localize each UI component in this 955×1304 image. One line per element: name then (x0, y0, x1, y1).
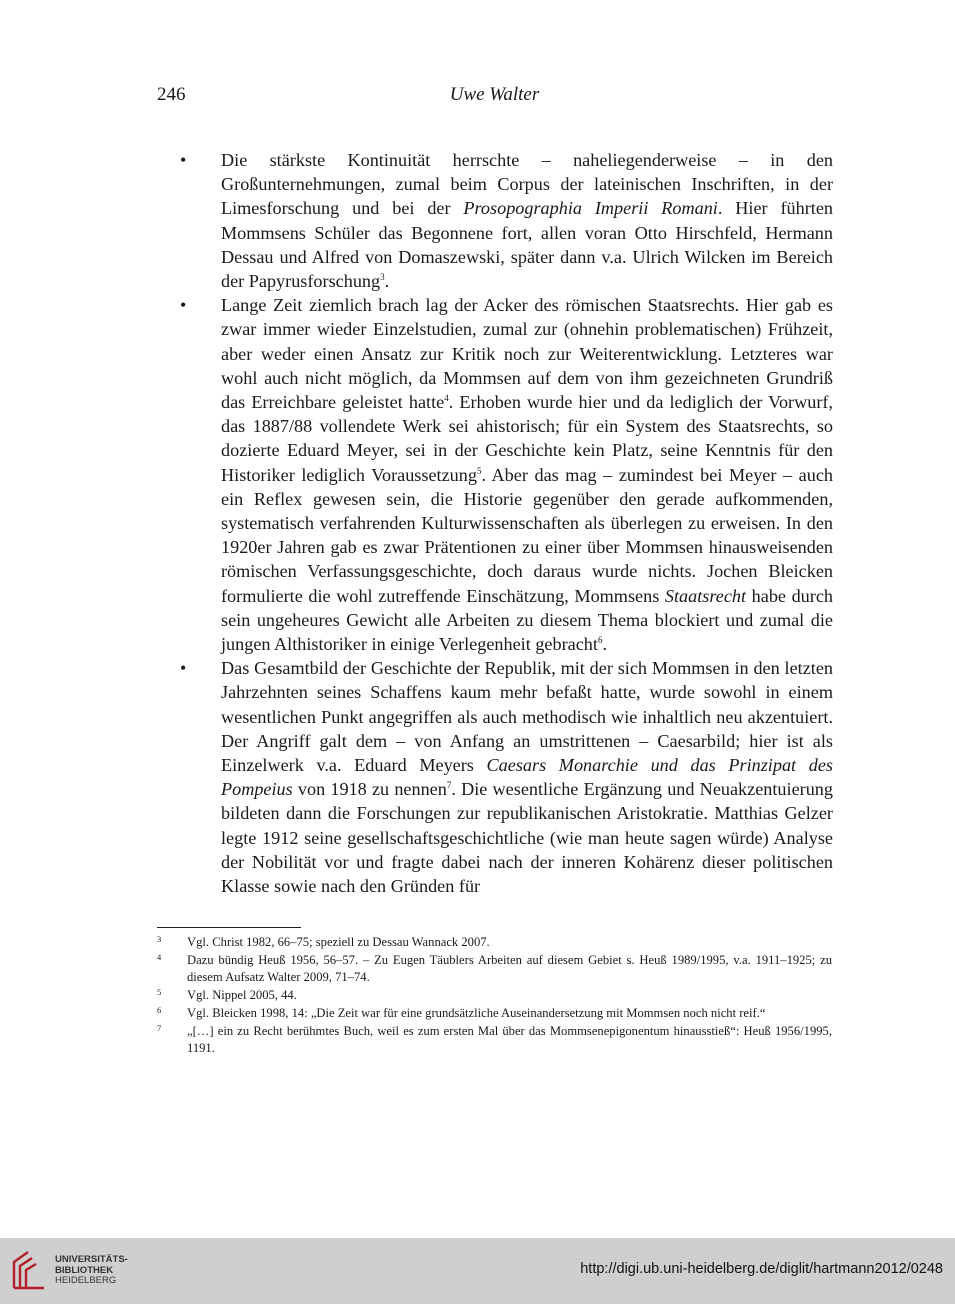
footnote-text: Vgl. Nippel 2005, 44. (187, 988, 297, 1002)
viewer-footer-bar (0, 1238, 955, 1304)
footnote (157, 934, 832, 951)
footnote (157, 1005, 832, 1022)
text-run: habe durch sein ungeheures Gewicht alle Arbeiten zu diesem Thema blockiert und zumal die jungen Althistoriker in einige Verlegenheit gebracht (221, 585, 833, 655)
text-run: . (384, 271, 390, 292)
footnote (157, 952, 832, 986)
footnote-ref: 4 (444, 392, 449, 403)
permalink-url[interactable]: http://digi.ub.uni-heidelberg.de/diglit/hartmann2012/0248 (580, 1261, 943, 1277)
library-name-line: UNIVERSITÄTS- (55, 1254, 128, 1265)
library-name-line: BIBLIOTHEK (55, 1264, 114, 1276)
running-head: Uwe Walter (449, 84, 540, 105)
text-run: Die stärkste Kontinuität herrschte – naheliegenderweise – in den Großunternehmungen, zumal beim Corpus der lateinischen Inschriften, in der Limesforschung und bei der (221, 150, 833, 219)
footnote (157, 1023, 832, 1057)
text-run: . Erhoben wurde hier und da lediglich der Vorwurf, das 1887/88 vollendete Werk sei ahistorisch; für ein System des Staatsrechts, so dozierte Eduard Meyer, sei in der Geschichte kein Platz, seine Kenntnis für den Historiker lediglich Voraussetzung (221, 392, 833, 485)
footnote-ref: 5 (476, 465, 482, 476)
footnote-text: Dazu bündig Heuß 1956, 56–57. – Zu Eugen Täublers Arbeiten auf diesem Gebiet s. Heuß 1989/1995, v.a. 1911–1925; zu diesem Aufsatz Walter 2009, 71–74. (187, 953, 832, 984)
text-run: Lange Zeit ziemlich brach lag der Acker des römischen Staatsrechts. Hier gab es zwar immer wieder Einzelstudien, zumal zur (ohnehin problematischen) Frühzeit, aber weder einen Ansatz zur Kritik noch zur Weiterentwicklung. Letzteres war wohl auch nicht möglich, da Mommsen auf dem von ihm gezeichneten Grundriß das Erreichbare geleistet hatte (221, 295, 833, 413)
footnote-number: 3 (157, 934, 162, 944)
footnote-number: 4 (157, 952, 162, 962)
bullet-item (180, 293, 833, 656)
text-run: . (602, 634, 607, 655)
main-text (180, 148, 833, 898)
footnote-number: 5 (157, 987, 162, 997)
bullet-glyph: • (180, 295, 187, 316)
italic-title: Prosopographia Imperii Romani (463, 198, 718, 219)
footnote-text: Vgl. Christ 1982, 66–75; speziell zu Dessau Wannack 2007. (187, 935, 490, 949)
text-run: . Die wesentliche Ergänzung und Neuakzentuierung bildeten dann die Forschungen zur republikanischen Aristokratie. Matthias Gelzer legte 1912 seine gesellschaftsgeschichtliche (wie man heute sagen würde) Analyse der Nobilität vor und fragte dabei nach der inneren Kohärenz dieser politischen Klasse sowie nach den Gründen für (221, 779, 833, 897)
page-header (157, 84, 832, 112)
bullet-glyph: • (180, 150, 187, 170)
bullet-paragraph (221, 293, 833, 656)
footnote-ref: 6 (597, 635, 603, 645)
library-name[interactable] (55, 1255, 128, 1287)
bullet-item (180, 656, 833, 898)
footnote-text: Vgl. Bleicken 1998, 14: „Die Zeit war für eine grundsätzliche Auseinandersetzung mit Mommsen noch nicht reif.“ (187, 1006, 766, 1020)
footnote-divider (157, 927, 301, 928)
bullet-item (180, 148, 833, 293)
italic-title: Staatsrecht (664, 585, 747, 606)
footnote-number: 6 (157, 1005, 162, 1015)
footnotes (157, 934, 832, 1058)
footnote-text: „[…] ein zu Recht berühmtes Buch, weil es zum ersten Mal über das Mommsenepigonentum hinausstieß“: Heuß 1956/1995, 1191. (187, 1024, 832, 1055)
text-run: . Aber das mag – zumindest bei Meyer – auch ein Reflex gewesen sein, die Historie gegenüber den gerade aufkommenden, systematisch verfahrenden Kulturwissenschaften als überlegen zu erweisen. In den 1920er Jahren gab es zwar Prätentionen zu einer über Mommsen hinausweisenden römischen Verfassungsgeschichte, doch daraus wurde nichts. Jochen Bleicken formulierte die wohl zutreffende Einschätzung, Mommsens (221, 464, 833, 606)
footnote-ref: 3 (380, 271, 385, 282)
bullet-glyph: • (180, 658, 187, 679)
text-run: . Hier führten Mommsens Schüler das Begonnene fort, allen voran Otto Hirschfeld, Hermann Dessau und Alfred von Domaszewski, später dann v.a. Ulrich Wilcken im Bereich der Papyrusforschung (221, 198, 833, 292)
italic-title: Caesars Monarchie und das Prinzipat des Pompeius (221, 755, 833, 800)
footnote-ref: 7 (446, 780, 452, 791)
page-number: 246 (157, 84, 186, 105)
footnote-number: 7 (157, 1023, 162, 1033)
bullet-paragraph (221, 656, 833, 898)
library-name-line: HEIDELBERG (55, 1275, 117, 1286)
text-run: Das Gesamtbild der Geschichte der Republik, mit der sich Mommsen in den letzten Jahrzehnten seines Schaffens kaum mehr befaßt hatte, wurde sowohl in einem wesentlichen Punkt angegriffen als auch methodisch wie inhaltlich neu akzentuiert. Der Angriff galt dem – von Anfang an umstrittenen – Caesarbild; hier ist als Einzelwerk v.a. Eduard Meyers (221, 658, 833, 776)
logo-stroke (14, 1252, 44, 1288)
university-library-logo-icon[interactable] (10, 1248, 48, 1294)
bullet-paragraph (221, 148, 833, 293)
text-run: von 1918 zu nennen (292, 779, 447, 800)
footnote (157, 987, 832, 1004)
